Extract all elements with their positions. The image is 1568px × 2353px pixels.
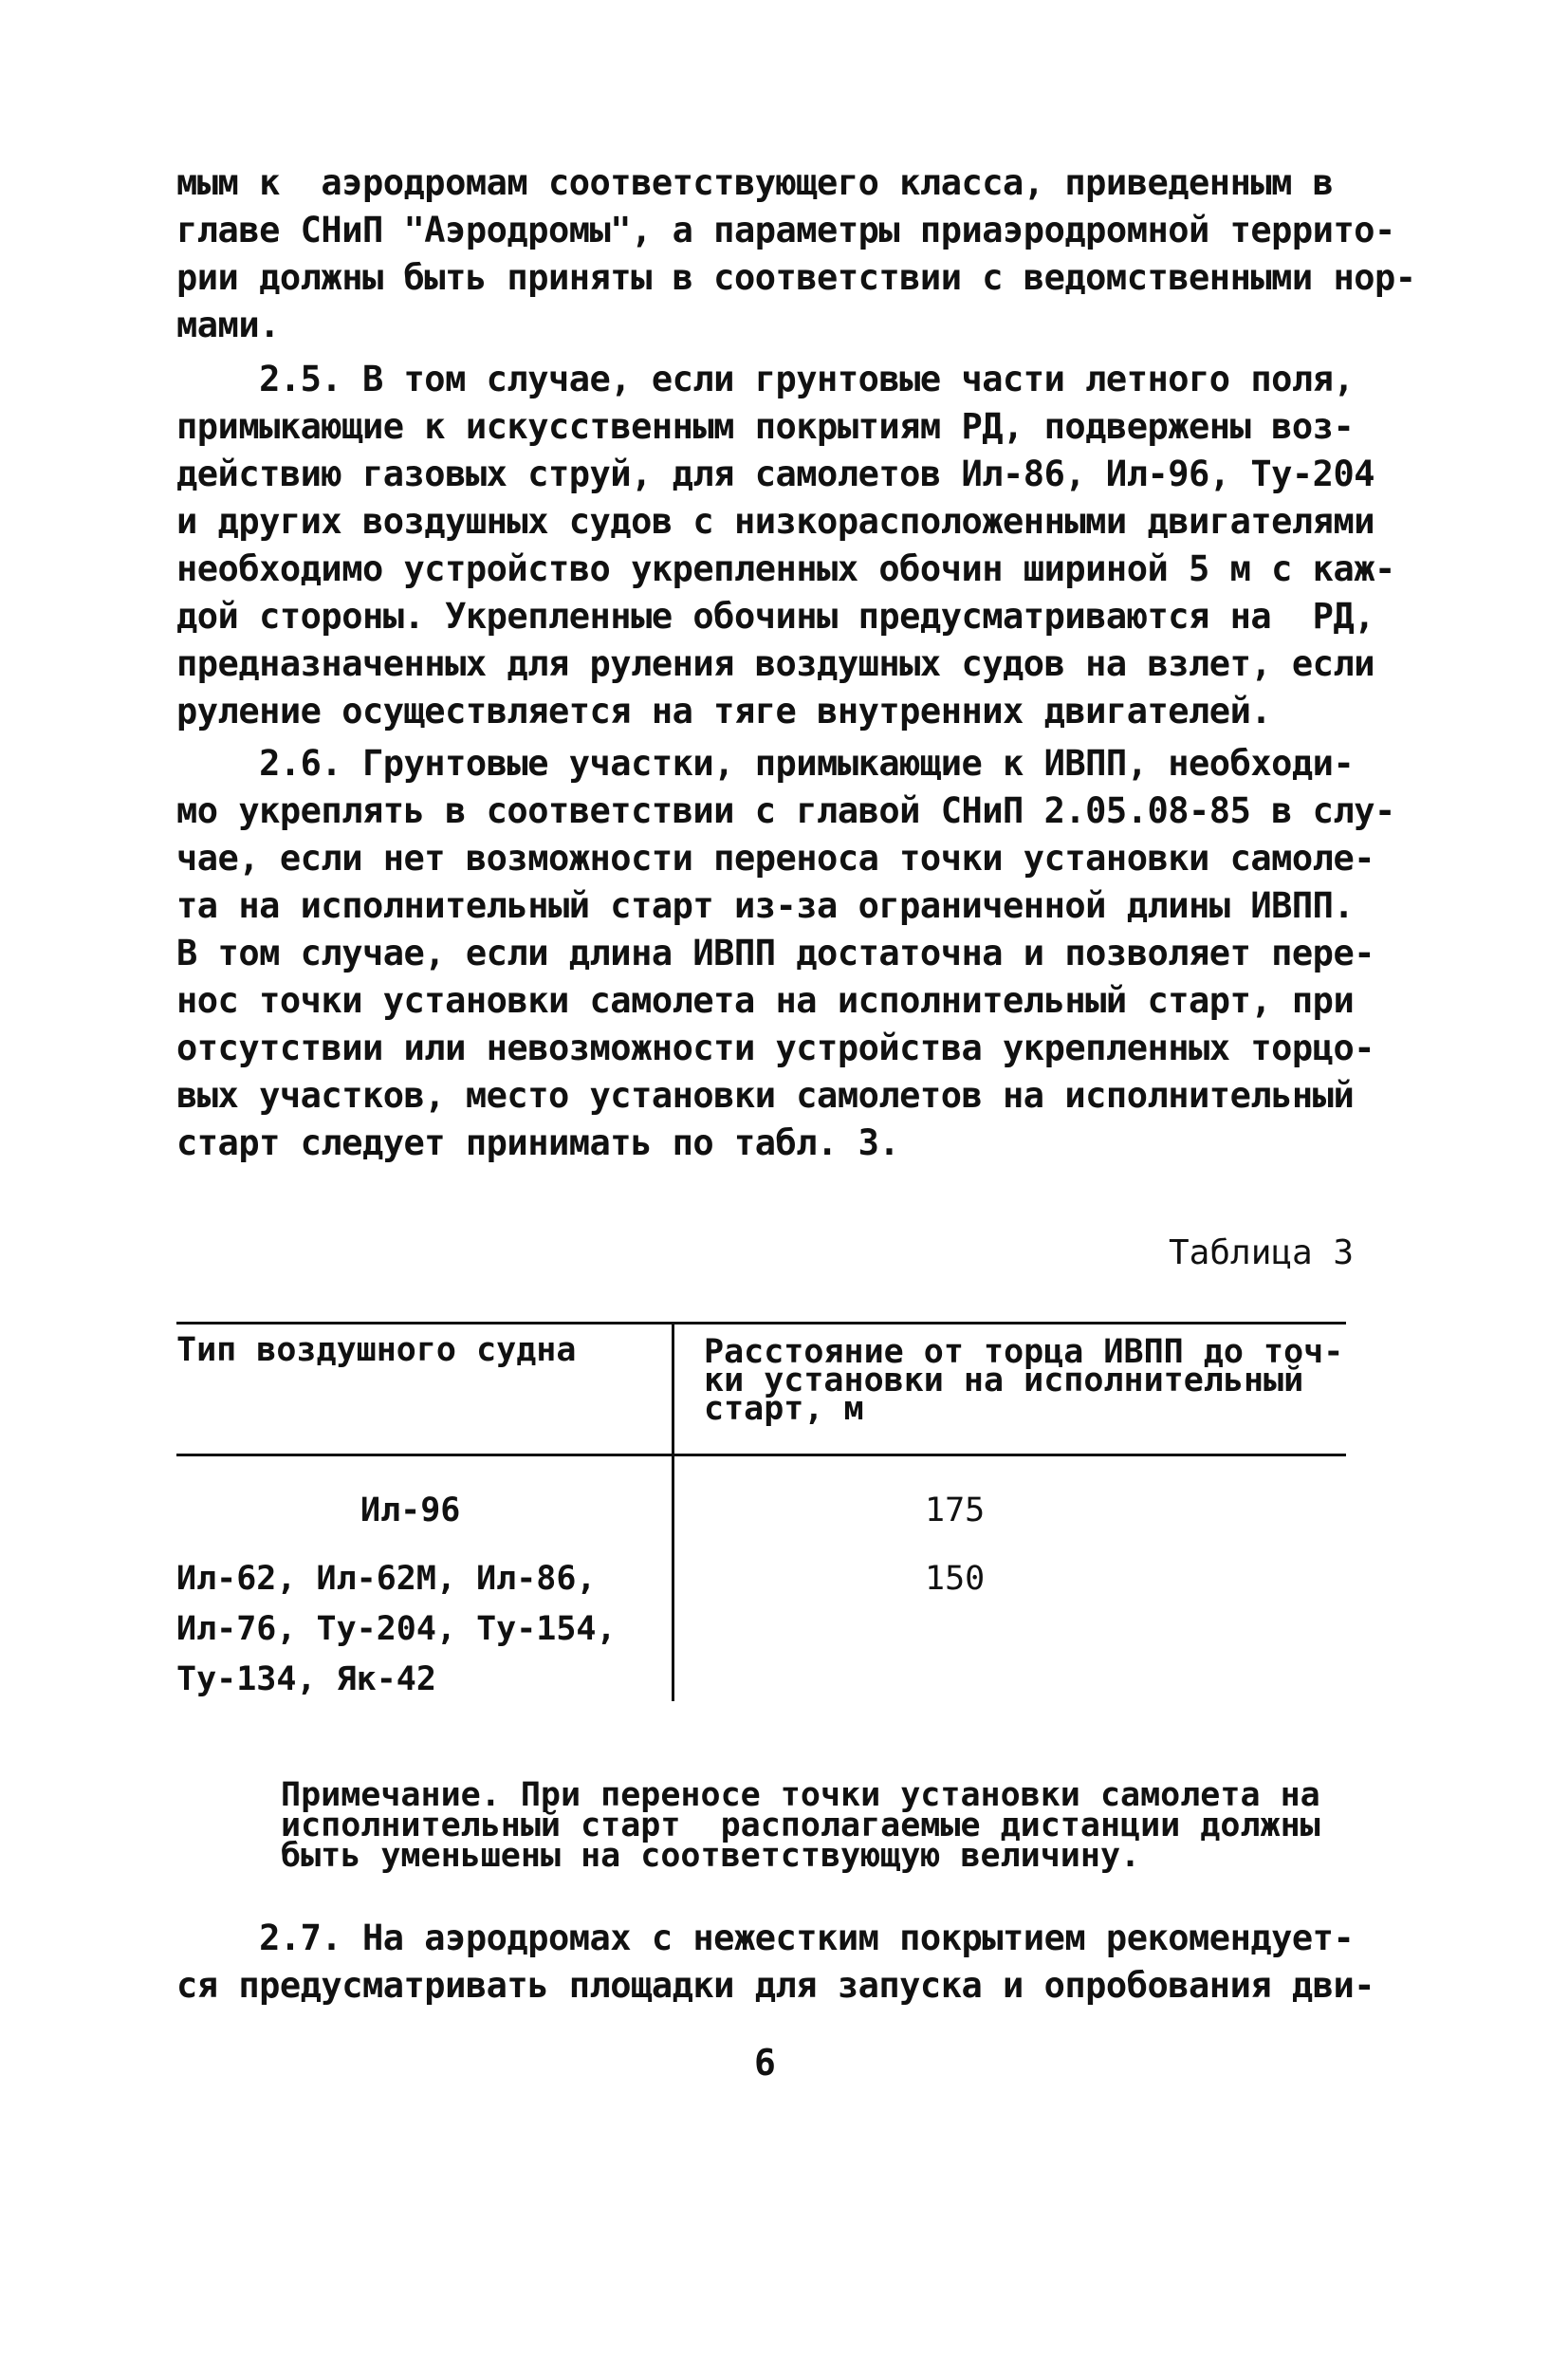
text-line: 2.6. Грунтовые участки, примыкающие к ИВПП, необходи- bbox=[176, 743, 1355, 784]
text-line: примыкающие к искусственным покрытиям РД, подвержены воз- bbox=[176, 406, 1355, 447]
text-line: вых участков, место установки самолетов на исполнительный bbox=[176, 1075, 1355, 1116]
table-header-distance-line: Расстояние от торца ИВПП до точ- bbox=[704, 1333, 1344, 1371]
table-cell-aircraft: Ил-62, Ил-62М, Ил-86, bbox=[176, 1560, 597, 1598]
text-line: рии должны быть приняты в соответствии с ведомственными нор- bbox=[176, 257, 1416, 298]
text-line: нос точки установки самолета на исполнительный старт, при bbox=[176, 980, 1355, 1021]
text-line: необходимо устройство укрепленных обочин шириной 5 м с каж- bbox=[176, 548, 1395, 589]
note-line: исполнительный старт располагаемые дистанции должны bbox=[281, 1806, 1320, 1844]
text-line: главе СНиП "Аэродромы", а параметры приаэродромной террито- bbox=[176, 210, 1395, 250]
text-line: руление осуществляется на тяге внутренних двигателей. bbox=[176, 691, 1272, 732]
text-line: мо укреплять в соответствии с главой СНиП 2.05.08-85 в слу- bbox=[176, 790, 1395, 831]
text-line: В том случае, если длина ИВПП достаточна и позволяет пере- bbox=[176, 933, 1375, 973]
text-line: действию газовых струй, для самолетов Ил-86, Ил-96, Ту-204 bbox=[176, 454, 1375, 494]
table-cell-aircraft: Ил-96 bbox=[360, 1491, 461, 1529]
text-line: предназначенных для руления воздушных судов на взлет, если bbox=[176, 643, 1375, 684]
text-line: 2.5. В том случае, если грунтовые части летного поля, bbox=[176, 359, 1355, 399]
table-cell-distance: 150 bbox=[925, 1560, 986, 1598]
table-caption: Таблица 3 bbox=[1169, 1233, 1355, 1272]
note-line: Примечание. При переносе точки установки самолета на bbox=[281, 1776, 1320, 1814]
text-line: и других воздушных судов с низкорасположенными двигателями bbox=[176, 501, 1375, 542]
table-cell-aircraft: Ил-76, Ту-204, Ту-154, bbox=[176, 1610, 617, 1648]
table-column-divider bbox=[672, 1322, 674, 1701]
table-header-distance-line: ки установки на исполнительный bbox=[704, 1362, 1304, 1399]
text-line: чае, если нет возможности переноса точки установки самоле- bbox=[176, 838, 1375, 879]
table-cell-distance: 175 bbox=[925, 1491, 986, 1529]
text-line: мами. bbox=[176, 305, 280, 345]
text-line: ся предусматривать площадки для запуска и опробования дви- bbox=[176, 1965, 1375, 2006]
text-line: та на исполнительный старт из-за ограниченной длины ИВПП. bbox=[176, 885, 1355, 926]
table-header-rule bbox=[176, 1454, 1346, 1456]
table-header-distance-line: старт, м bbox=[704, 1390, 864, 1428]
text-line: старт следует принимать по табл. 3. bbox=[176, 1122, 900, 1163]
table-top-rule bbox=[176, 1322, 1346, 1325]
text-line: дой стороны. Укрепленные обочины предусматриваются на РД, bbox=[176, 596, 1375, 637]
text-line: мым к аэродромам соответствующего класса, приведенным в bbox=[176, 162, 1334, 203]
note-line: быть уменьшены на соответствующую величину. bbox=[281, 1837, 1141, 1875]
table-header-aircraft: Тип воздушного судна bbox=[176, 1331, 577, 1369]
text-line: 2.7. На аэродромах с нежестким покрытием рекомендует- bbox=[176, 1918, 1355, 1958]
text-line: отсутствии или невозможности устройства укрепленных торцо- bbox=[176, 1028, 1375, 1068]
page-number: 6 bbox=[754, 2042, 776, 2084]
table-cell-aircraft: Ту-134, Як-42 bbox=[176, 1660, 436, 1698]
